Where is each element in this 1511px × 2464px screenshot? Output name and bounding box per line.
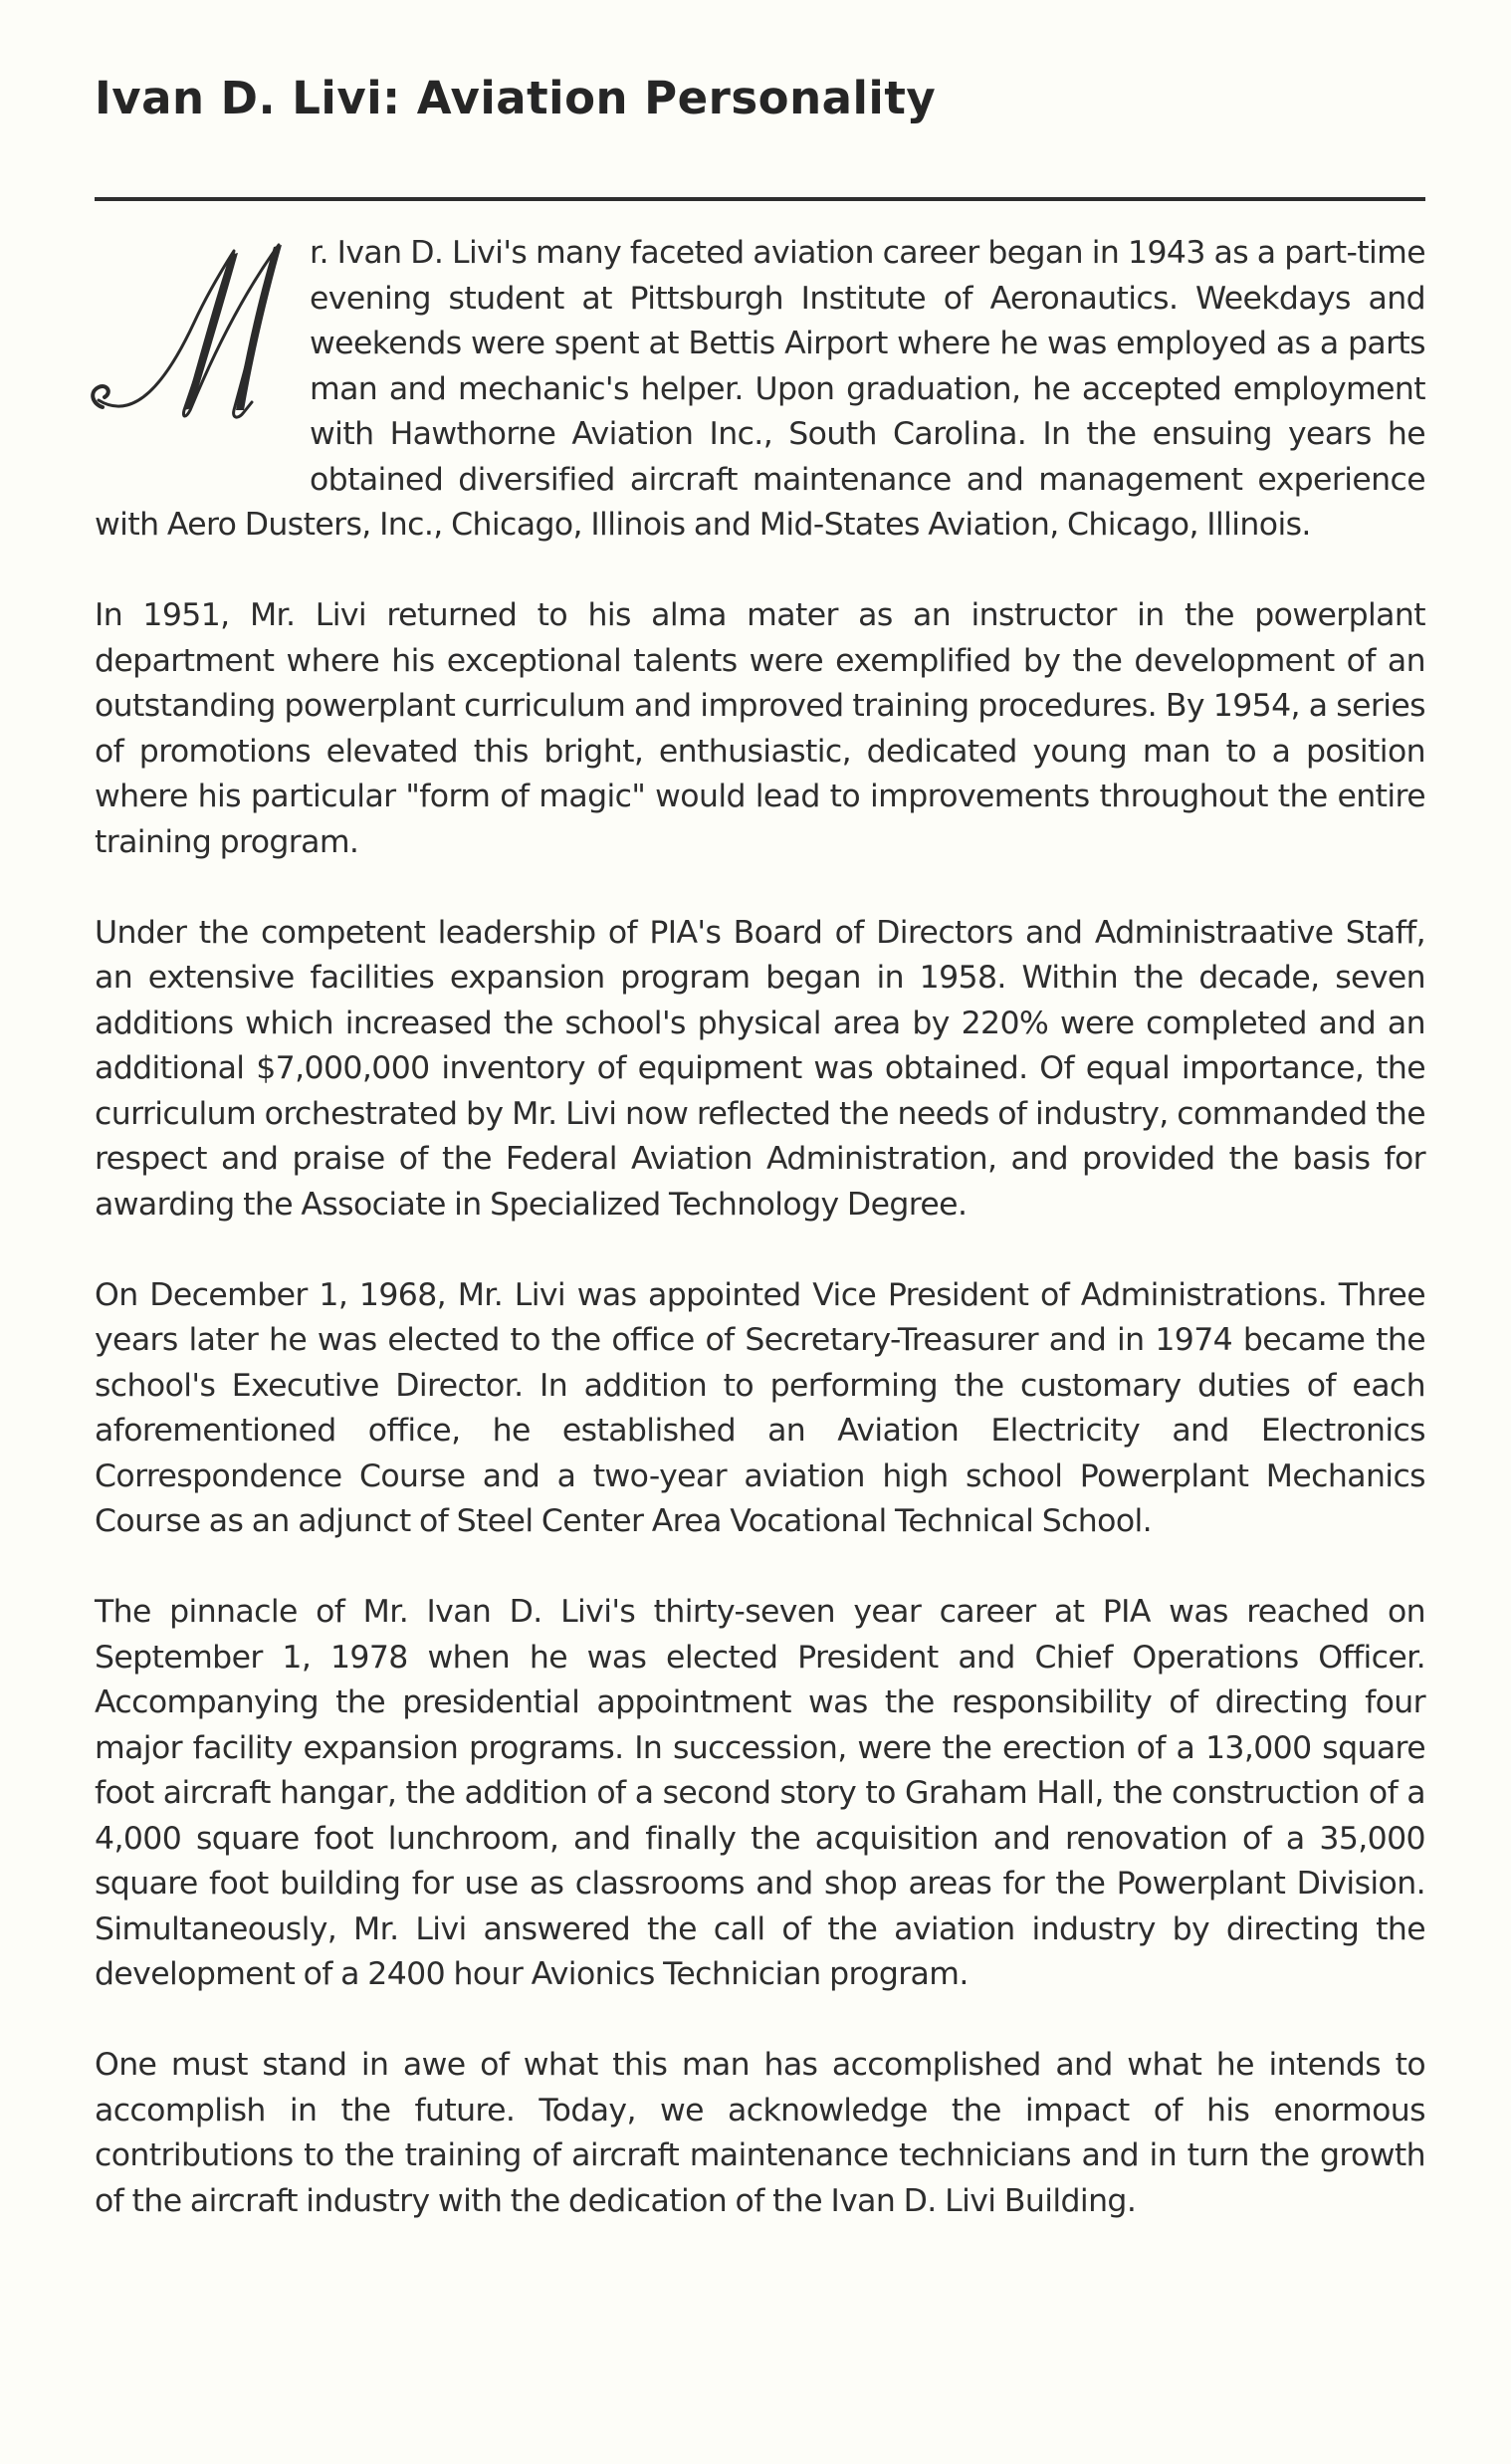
paragraph-3: Under the competent leadership of PIA's Board of Directors and Administraative Staff, an extensive facilities expansion program began in 1958. Within the decade, seven additions which increased the school's physical area by 220% were completed and an additional $7,000,000 inventory of equipment was obtained. Of equal importance, the curriculum orchestrated by Mr. Livi now reflected the needs of industry, commanded the respect and praise of the Federal Aviation Administration, and provided the basis for awarding the Associate in Specialized Technology Degree.	[95, 914, 1425, 1223]
article-body	[95, 231, 1425, 2270]
paragraph-2: In 1951, Mr. Livi returned to his alma mater as an instructor in the powerplant department where his exceptional talents were exemplified by the development of an outstanding powerplant curriculum and improved training procedures. By 1954, a series of promotions elevated this bright, enthusiastic, dedicated young man to a position where his particular "form of magic" would lead to improvements throughout the entire training program.	[95, 597, 1425, 860]
paragraph-6: One must stand in awe of what this man has accomplished and what he intends to accomplish in the future. Today, we acknowledge the impact of his enormous contributions to the training of aircraft maintenance technicians and in turn the growth of the aircraft industry with the dedication of the Ivan D. Livi Building.	[95, 2047, 1425, 2219]
title-divider	[95, 197, 1425, 201]
paragraph-1	[95, 231, 1425, 549]
paragraph-1-text: r. Ivan D. Livi's many faceted aviation career began in 1943 as a part-time evening student at Pittsburgh Institute of Aeronautics. Weekdays and weekends were spent at Bettis Airport where he was employed as a parts man and mechanic's helper. Upon graduation, he accepted employment with Hawthorne Aviation Inc., South Carolina. In the ensuing years he obtained diversified aircraft maintenance and management experience with Aero Dusters, Inc., Chicago, Illinois and Mid-States Aviation, Chicago, Illinois.	[95, 235, 1425, 543]
page-title: Ivan D. Livi: Aviation Personality	[95, 72, 937, 124]
paragraph-4: On December 1, 1968, Mr. Livi was appointed Vice President of Administrations. Three years later he was elected to the office of Secretary-Treasurer and in 1974 became the school's Executive Director. In addition to performing the customary duties of each aforementioned office, he established an Aviation Electricity and Electronics Correspondence Course and a two-year aviation high school Powerplant Mechanics Course as an adjunct of Steel Center Area Vocational Technical School.	[95, 1276, 1425, 1539]
paragraph-5: The pinnacle of Mr. Ivan D. Livi's thirty-seven year career at PIA was reached on September 1, 1978 when he was elected President and Chief Operations Officer. Accompanying the presidential appointment was the responsibility of directing four major facility expansion programs. In succession, were the erection of a 13,000 square foot aircraft hangar, the addition of a second story to Graham Hall, the construction of a 4,000 square foot lunchroom, and finally the acquisition and renovation of a 35,000 square foot building for use as classrooms and shop areas for the Powerplant Division. Simultaneously, Mr. Livi answered the call of the aviation industry by directing the development of a 2400 hour Avionics Technician program.	[95, 1594, 1425, 1992]
drop-cap-m-icon	[75, 233, 304, 460]
